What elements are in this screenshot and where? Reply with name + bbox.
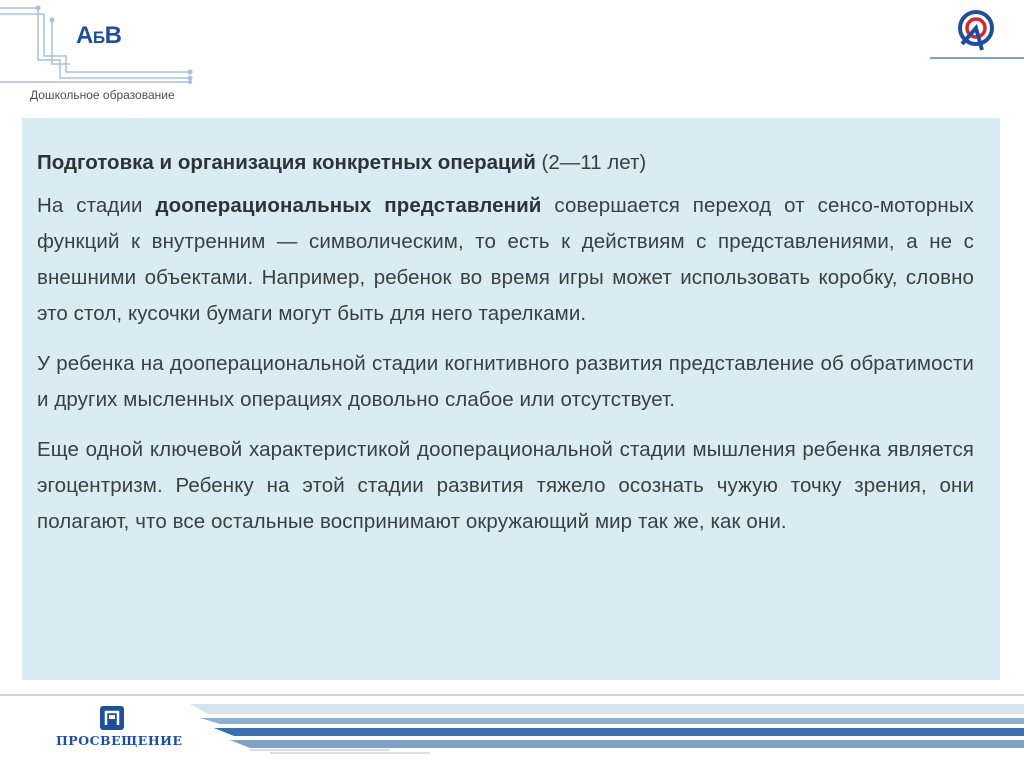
header-divider	[930, 57, 1024, 59]
paragraph-3: Еще одной ключевой характеристикой дооперациональной стадии мышления ребенка является эгоцентризм. Ребенку на этой стадии развития тяжело осознать чужую точку зрения, они полагают, что все остальные воспринимают окружающий мир так же, как они.	[37, 438, 974, 533]
paragraph-1-term: дооперациональных представлений	[155, 194, 542, 217]
abv-logo: АБВ	[76, 22, 122, 49]
paragraph-1: На стадии дооперациональных представлений совершается переход от сенсо-моторных функций к внутренним — символическим, то есть к действиям с представлениями, а не с внешними объектами. Например, ребенок во время игры может использовать коробку, словно это стол, кусочки бумаги могут быть для него тарелками.	[37, 194, 975, 325]
heading-bold: Подготовка и организация конкретных операций	[37, 151, 536, 174]
footer-divider	[0, 694, 1024, 696]
footer-stripes	[190, 704, 1024, 754]
content-panel	[22, 118, 1000, 680]
prosveshchenie-logo-icon	[99, 705, 125, 731]
paragraph-2: У ребенка на дооперациональной стадии когнитивного развития представление об обратимости и других мысленных операциях довольно слабое или отсутствует.	[37, 352, 974, 411]
section-heading	[37, 148, 974, 178]
publisher-name: ПРОСВЕЩЕНИЕ	[56, 733, 183, 748]
emblem-icon	[952, 6, 1000, 54]
heading-age-range: (2—11 лет)	[535, 151, 647, 174]
section-subtitle: Дошкольное образование	[30, 88, 175, 102]
